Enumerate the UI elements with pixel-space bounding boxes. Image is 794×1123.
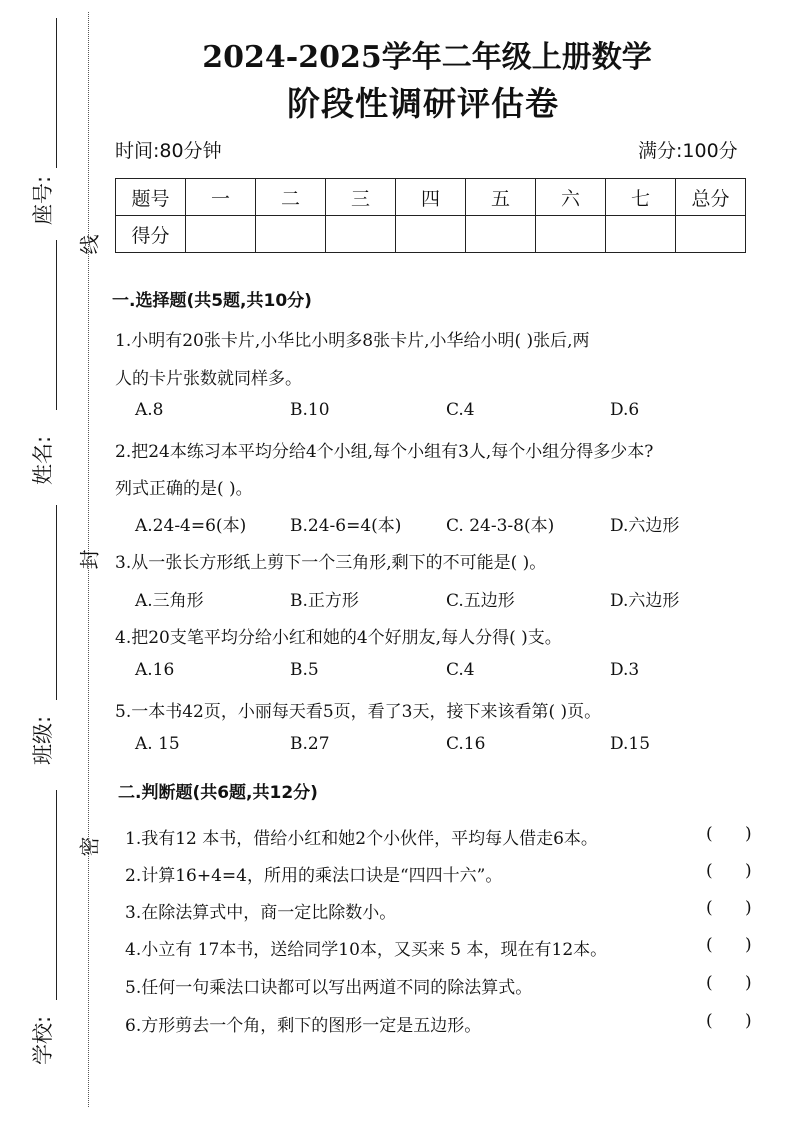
option[interactable]: B.10 (290, 400, 330, 420)
option[interactable]: A.16 (135, 660, 175, 680)
score-input-cell[interactable] (256, 216, 326, 253)
binding-dotted-line (88, 12, 89, 1107)
school-underline (56, 790, 57, 1000)
exam-time: 时间:80分钟 (115, 140, 222, 162)
option[interactable]: D.6 (610, 400, 640, 420)
score-input-cell[interactable] (676, 216, 746, 253)
option[interactable]: A.8 (135, 400, 164, 420)
score-table-cell: 四 (396, 179, 466, 216)
answer-paren[interactable]: ( ) (706, 898, 752, 918)
judgment-item: 1.我有12 本书，借给小红和她2个小伙伴，平均每人借走6本。 (125, 829, 598, 849)
seat-label: 座号: (31, 175, 55, 225)
answer-paren[interactable]: ( ) (706, 935, 752, 955)
class-underline (56, 505, 57, 700)
answer-paren[interactable]: ( ) (706, 1011, 752, 1031)
judgment-item: 2.计算16+4=4，所用的乘法口诀是“四四十六”。 (125, 866, 503, 886)
page-title: 2024-2025学年二年级上册数学 (202, 40, 652, 75)
question-2-line1: 2.把24本练习本平均分给4个小组,每个小组有3人,每个小组分得多少本? (115, 442, 654, 462)
question-5-line1: 5.一本书42页，小丽每天看5页，看了3天，接下来该看第( )页。 (115, 702, 602, 722)
option[interactable]: B.27 (290, 734, 330, 754)
answer-paren[interactable]: ( ) (706, 824, 752, 844)
name-label: 姓名: (31, 435, 55, 485)
judgment-item: 4.小立有 17本书，送给同学10本，又买来 5 本，现在有12本。 (125, 940, 608, 960)
score-table-cell: 五 (466, 179, 536, 216)
score-input-cell[interactable] (326, 216, 396, 253)
option[interactable]: A.三角形 (135, 591, 204, 611)
score-table (115, 178, 746, 253)
option[interactable]: C.4 (446, 660, 475, 680)
section-2-title: 二.判断题(共6题,共12分) (118, 783, 318, 803)
class-label: 班级: (31, 715, 55, 765)
section-1-title: 一.选择题(共5题,共10分) (112, 291, 312, 311)
option[interactable]: B.正方形 (290, 591, 359, 611)
question-1-line1: 1.小明有20张卡片,小华比小明多8张卡片,小华给小明( )张后,两 (115, 331, 590, 351)
name-underline (56, 240, 57, 410)
score-table-header-row (116, 179, 746, 216)
option[interactable]: D.六边形 (610, 591, 680, 611)
question-2-line2: 列式正确的是( )。 (115, 479, 253, 499)
option[interactable]: B.5 (290, 660, 319, 680)
score-input-cell[interactable] (186, 216, 256, 253)
option[interactable]: C.4 (446, 400, 475, 420)
answer-paren[interactable]: ( ) (706, 861, 752, 881)
option[interactable]: C.16 (446, 734, 486, 754)
score-table-cell: 得分 (116, 216, 186, 253)
score-table-cell: 总分 (676, 179, 746, 216)
option[interactable]: A.24-4=6(本) (135, 516, 247, 536)
score-table-score-row (116, 216, 746, 253)
score-table-cell: 题号 (116, 179, 186, 216)
page-subtitle: 阶段性调研评估卷 (287, 84, 559, 123)
option[interactable]: C. 24-3-8(本) (446, 516, 555, 536)
score-table-cell: 一 (186, 179, 256, 216)
seal-line-char: 线 (77, 234, 102, 255)
question-1-line2: 人的卡片张数就同样多。 (115, 369, 302, 389)
score-table-cell: 六 (536, 179, 606, 216)
option[interactable]: C.五边形 (446, 591, 515, 611)
option[interactable]: A. 15 (135, 734, 180, 754)
score-input-cell[interactable] (536, 216, 606, 253)
option[interactable]: D.3 (610, 660, 640, 680)
score-input-cell[interactable] (606, 216, 676, 253)
score-input-cell[interactable] (466, 216, 536, 253)
question-4-line1: 4.把20支笔平均分给小红和她的4个好朋友,每人分得( )支。 (115, 628, 562, 648)
seal-seal-char: 封 (77, 549, 102, 570)
option[interactable]: B.24-6=4(本) (290, 516, 402, 536)
school-label: 学校: (31, 1015, 55, 1065)
judgment-item: 6.方形剪去一个角，剩下的图形一定是五边形。 (125, 1016, 482, 1036)
score-table-cell: 七 (606, 179, 676, 216)
option[interactable]: D.15 (610, 734, 651, 754)
score-table-cell: 三 (326, 179, 396, 216)
full-score: 满分:100分 (638, 140, 738, 162)
option[interactable]: D.六边形 (610, 516, 680, 536)
score-input-cell[interactable] (396, 216, 466, 253)
judgment-item: 3.在除法算式中，商一定比除数小。 (125, 903, 397, 923)
question-3-line1: 3.从一张长方形纸上剪下一个三角形,剩下的不可能是( )。 (115, 553, 547, 573)
answer-paren[interactable]: ( ) (706, 973, 752, 993)
seal-close-char: 密 (77, 836, 102, 857)
score-table-cell: 二 (256, 179, 326, 216)
judgment-item: 5.任何一句乘法口诀都可以写出两道不同的除法算式。 (125, 978, 533, 998)
